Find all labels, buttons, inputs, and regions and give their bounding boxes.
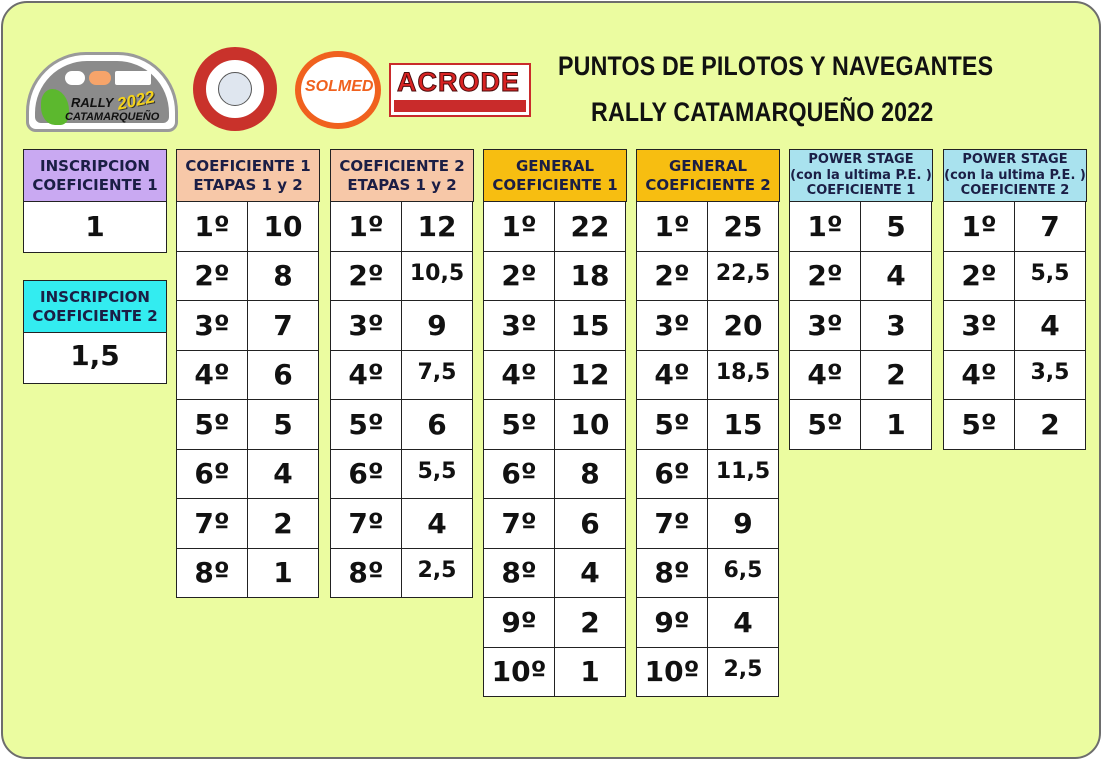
points-cell: 22 xyxy=(555,202,626,252)
page-title: PUNTOS DE PILOTOS Y NAVEGANTES xyxy=(558,51,994,81)
table-row xyxy=(637,251,779,301)
coef2-etapas-table xyxy=(330,201,473,598)
acrode-logo xyxy=(389,63,531,117)
header-line: POWER STAGE xyxy=(808,151,914,167)
points-cell: 3,5 xyxy=(1015,350,1086,400)
position-cell: 7º xyxy=(331,499,402,549)
points-cell: 2,5 xyxy=(402,548,473,598)
table-row xyxy=(484,400,626,450)
table-row xyxy=(637,647,779,697)
points-cell: 2 xyxy=(861,350,932,400)
points-cell: 10,5 xyxy=(402,251,473,301)
points-cell: 5,5 xyxy=(1015,251,1086,301)
header-line: (con la ultima P.E. ) xyxy=(944,167,1086,183)
position-cell: 7º xyxy=(177,499,248,549)
position-cell: 8º xyxy=(637,548,708,598)
table-row xyxy=(637,449,779,499)
rally-logo-year: 2022 xyxy=(115,87,157,114)
points-cell: 7,5 xyxy=(402,350,473,400)
table-row xyxy=(944,350,1086,400)
header-line: COEFICIENTE 1 xyxy=(806,183,916,199)
table-row xyxy=(484,449,626,499)
position-cell: 6º xyxy=(331,449,402,499)
position-cell: 4º xyxy=(944,350,1015,400)
header-line: COEFICIENTE 1 xyxy=(492,175,618,194)
table-row xyxy=(637,499,779,549)
position-cell: 4º xyxy=(177,350,248,400)
position-cell: 4º xyxy=(790,350,861,400)
position-cell: 8º xyxy=(484,548,555,598)
table-row xyxy=(944,301,1086,351)
header-line: COEFICIENTE 2 xyxy=(339,156,465,175)
table-row xyxy=(177,400,319,450)
points-cell: 25 xyxy=(708,202,779,252)
points-cell: 8 xyxy=(555,449,626,499)
table-row xyxy=(177,202,319,252)
points-cell: 18,5 xyxy=(708,350,779,400)
table-row xyxy=(484,647,626,697)
federacion-catamarquena-seal xyxy=(193,47,277,131)
points-cell: 18 xyxy=(555,251,626,301)
points-cell: 2 xyxy=(555,598,626,648)
position-cell: 9º xyxy=(484,598,555,648)
table-row xyxy=(484,301,626,351)
rally-logo-name: RALLY xyxy=(71,95,114,110)
points-cell: 8 xyxy=(248,251,319,301)
header-line: (con la ultima P.E. ) xyxy=(790,167,932,183)
condor-emblem-icon xyxy=(218,72,252,106)
table-row xyxy=(790,301,932,351)
position-cell: 6º xyxy=(177,449,248,499)
table-row xyxy=(484,499,626,549)
points-cell: 10 xyxy=(248,202,319,252)
table-row xyxy=(944,202,1086,252)
points-cell: 9 xyxy=(708,499,779,549)
points-cell: 2,5 xyxy=(708,647,779,697)
table-row xyxy=(790,350,932,400)
position-cell: 3º xyxy=(790,301,861,351)
points-cell: 9 xyxy=(402,301,473,351)
table-row xyxy=(331,350,473,400)
position-cell: 1º xyxy=(331,202,402,252)
table-row xyxy=(331,202,473,252)
position-cell: 2º xyxy=(790,251,861,301)
table-row xyxy=(331,301,473,351)
points-cell: 4 xyxy=(248,449,319,499)
points-cell: 20 xyxy=(708,301,779,351)
position-cell: 2º xyxy=(331,251,402,301)
position-cell: 10º xyxy=(637,647,708,697)
header-line: GENERAL xyxy=(668,156,748,175)
position-cell: 5º xyxy=(637,400,708,450)
points-cell: 2 xyxy=(1015,400,1086,450)
points-cell: 5 xyxy=(248,400,319,450)
points-cell: 2 xyxy=(248,499,319,549)
solmed-logo xyxy=(295,51,381,129)
header-line: INSCRIPCION xyxy=(40,156,150,175)
position-cell: 5º xyxy=(177,400,248,450)
table-row xyxy=(637,548,779,598)
acrode-mini-icon xyxy=(115,71,151,85)
position-cell: 6º xyxy=(637,449,708,499)
table-row xyxy=(484,548,626,598)
position-cell: 3º xyxy=(177,301,248,351)
points-cell: 6 xyxy=(555,499,626,549)
table-row xyxy=(177,548,319,598)
position-cell: 5º xyxy=(944,400,1015,450)
position-cell: 1º xyxy=(484,202,555,252)
points-cell: 4 xyxy=(861,251,932,301)
position-cell: 9º xyxy=(637,598,708,648)
points-cell: 11,5 xyxy=(708,449,779,499)
coef2-etapas-header xyxy=(330,149,474,202)
table-row xyxy=(177,251,319,301)
position-cell: 1º xyxy=(177,202,248,252)
points-cell: 1 xyxy=(248,548,319,598)
table-row xyxy=(331,449,473,499)
acrode-tagline-bar xyxy=(394,100,526,112)
position-cell: 6º xyxy=(484,449,555,499)
points-cell: 22,5 xyxy=(708,251,779,301)
fia-badge-icon xyxy=(65,71,85,85)
points-cell: 1 xyxy=(555,647,626,697)
points-cell: 6 xyxy=(402,400,473,450)
position-cell: 7º xyxy=(637,499,708,549)
header-line: COEFICIENTE 2 xyxy=(645,175,771,194)
points-cell: 10 xyxy=(555,400,626,450)
header-line: COEFICIENTE 1 xyxy=(185,156,311,175)
header-line: ETAPAS 1 y 2 xyxy=(347,175,457,194)
table-row xyxy=(177,499,319,549)
points-cell: 12 xyxy=(402,202,473,252)
table-row xyxy=(331,400,473,450)
inscripcion-coef2-value: 1,5 xyxy=(23,332,167,384)
position-cell: 2º xyxy=(944,251,1015,301)
general-coef1-header xyxy=(483,149,627,202)
position-cell: 4º xyxy=(637,350,708,400)
power-stage-coef1-table xyxy=(789,201,932,450)
position-cell: 1º xyxy=(790,202,861,252)
position-cell: 3º xyxy=(484,301,555,351)
inscripcion-coef1-value: 1 xyxy=(23,201,167,253)
points-cell: 5 xyxy=(861,202,932,252)
position-cell: 5º xyxy=(790,400,861,450)
position-cell: 2º xyxy=(177,251,248,301)
table-row xyxy=(637,598,779,648)
header-line: COEFICIENTE 1 xyxy=(32,175,158,194)
position-cell: 7º xyxy=(484,499,555,549)
points-cell: 3 xyxy=(861,301,932,351)
header-line: COEFICIENTE 2 xyxy=(32,306,158,325)
position-cell: 2º xyxy=(484,251,555,301)
header-line: POWER STAGE xyxy=(962,151,1068,167)
position-cell: 3º xyxy=(331,301,402,351)
header-line: INSCRIPCION xyxy=(40,287,150,306)
table-row xyxy=(944,400,1086,450)
points-cell: 1 xyxy=(861,400,932,450)
inscripcion-coef1-header xyxy=(23,149,167,202)
general-coef2-table xyxy=(636,201,779,697)
points-cell: 4 xyxy=(402,499,473,549)
points-cell: 15 xyxy=(555,301,626,351)
table-row xyxy=(331,548,473,598)
points-cell: 4 xyxy=(1015,301,1086,351)
position-cell: 4º xyxy=(331,350,402,400)
position-cell: 4º xyxy=(484,350,555,400)
power-stage-coef2-table xyxy=(943,201,1086,450)
points-cell: 6,5 xyxy=(708,548,779,598)
position-cell: 8º xyxy=(331,548,402,598)
table-row xyxy=(331,499,473,549)
header-line: ETAPAS 1 y 2 xyxy=(193,175,303,194)
table-row xyxy=(944,251,1086,301)
page-subtitle: RALLY CATAMARQUEÑO 2022 xyxy=(591,97,934,127)
table-row xyxy=(637,350,779,400)
solmed-logo-text: SOLMED xyxy=(305,78,374,95)
coef1-etapas-header xyxy=(176,149,320,202)
table-row xyxy=(790,202,932,252)
table-row xyxy=(637,301,779,351)
points-cell: 4 xyxy=(708,598,779,648)
general-coef2-header xyxy=(636,149,780,202)
header-line: GENERAL xyxy=(515,156,595,175)
table-row xyxy=(484,251,626,301)
table-row xyxy=(790,251,932,301)
table-row xyxy=(177,350,319,400)
table-row xyxy=(637,400,779,450)
table-row xyxy=(484,350,626,400)
position-cell: 1º xyxy=(944,202,1015,252)
header-line: COEFICIENTE 2 xyxy=(960,183,1070,199)
position-cell: 5º xyxy=(484,400,555,450)
position-cell: 5º xyxy=(331,400,402,450)
points-cell: 7 xyxy=(248,301,319,351)
table-row xyxy=(637,202,779,252)
rally-catamarqueno-logo xyxy=(26,52,178,132)
points-cell: 5,5 xyxy=(402,449,473,499)
solmed-mini-icon xyxy=(89,71,111,85)
position-cell: 10º xyxy=(484,647,555,697)
points-cell: 6 xyxy=(248,350,319,400)
position-cell: 1º xyxy=(637,202,708,252)
rally-logo-region: CATAMARQUEÑO xyxy=(65,111,160,123)
table-row xyxy=(177,301,319,351)
points-cell: 4 xyxy=(555,548,626,598)
position-cell: 3º xyxy=(944,301,1015,351)
general-coef1-table xyxy=(483,201,626,697)
inscripcion-coef2-header xyxy=(23,280,167,333)
power-stage-coef2-header xyxy=(943,149,1087,202)
position-cell: 2º xyxy=(637,251,708,301)
position-cell: 3º xyxy=(637,301,708,351)
table-row xyxy=(484,598,626,648)
table-row xyxy=(484,202,626,252)
coef1-etapas-table xyxy=(176,201,319,598)
points-cell: 15 xyxy=(708,400,779,450)
table-row xyxy=(790,400,932,450)
power-stage-coef1-header xyxy=(789,149,933,202)
points-cell: 12 xyxy=(555,350,626,400)
table-row xyxy=(177,449,319,499)
points-board xyxy=(1,1,1101,759)
table-row xyxy=(331,251,473,301)
acrode-logo-text: ACRODE xyxy=(397,67,521,97)
points-cell: 7 xyxy=(1015,202,1086,252)
position-cell: 8º xyxy=(177,548,248,598)
